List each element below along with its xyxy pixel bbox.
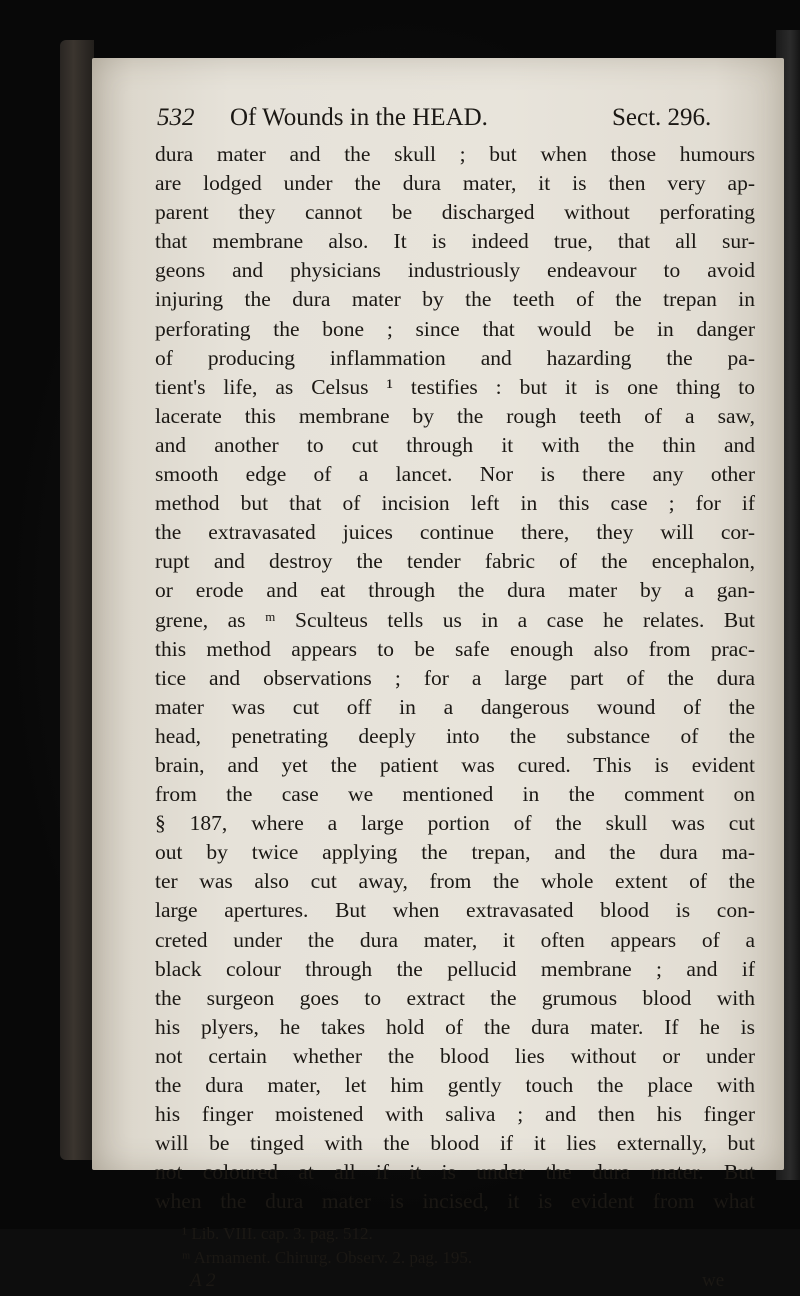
text-line: creted under the dura mater, it often appears of a	[155, 927, 755, 952]
text-line: or erode and eat through the dura mater by a gan-	[155, 578, 755, 603]
footnote: ᵐ Armament. Chirurg. Observ. 2. pag. 195.	[182, 1248, 473, 1268]
text-line: the surgeon goes to extract the grumous blood with	[155, 985, 755, 1010]
section-number: Sect. 296.	[612, 104, 712, 131]
text-line: out by twice applying the trepan, and the dura ma-	[155, 840, 755, 865]
text-line: not coloured at all if it is under the dura mater. But	[155, 1160, 755, 1185]
text-line: ter was also cut away, from the whole extent of the	[155, 869, 755, 894]
text-line: grene, as ᵐ Sculteus tells us in a case he relates. But	[155, 607, 755, 632]
text-line: will be tinged with the blood if it lies externally, but	[155, 1131, 755, 1156]
page-content	[142, 100, 770, 1296]
text-line: black colour through the pellucid membrane ; and if	[155, 956, 755, 981]
text-line: and another to cut through it with the thin and	[155, 432, 755, 457]
text-line: from the case we mentioned in the comment on	[155, 782, 755, 807]
text-line: method but that of incision left in this case ; for if	[155, 491, 755, 516]
text-line: tient's life, as Celsus ¹ testifies : but it is one thing to	[155, 374, 755, 399]
footnotes	[142, 1222, 770, 1270]
text-line: parent they cannot be discharged without perforating	[155, 200, 755, 225]
text-line: when the dura mater is incised, it is evident from what	[155, 1189, 755, 1214]
text-line: the dura mater, let him gently touch the place with	[155, 1073, 755, 1097]
page-number: 532	[157, 104, 195, 131]
text-line: perforating the bone ; since that would be in danger	[155, 316, 755, 341]
running-title: Of Wounds in the HEAD.	[230, 104, 488, 131]
text-line: of producing inflammation and hazarding the pa-	[155, 345, 755, 370]
book-page	[92, 58, 784, 1292]
running-header	[142, 100, 770, 140]
text-line: rupt and destroy the tender fabric of the encephalon,	[155, 549, 755, 574]
book-cover-edge	[60, 40, 94, 1160]
page-foot	[142, 1270, 770, 1296]
signature-mark: A 2	[190, 1270, 216, 1292]
text-line: his finger moistened with saliva ; and then his finger	[155, 1102, 755, 1127]
text-line: injuring the dura mater by the teeth of the trepan in	[155, 287, 755, 312]
text-line: § 187, where a large portion of the skull was cut	[155, 811, 755, 836]
text-line: mater was cut off in a dangerous wound of the	[155, 694, 755, 719]
text-line: large apertures. But when extravasated blood is con-	[155, 898, 755, 923]
catchword: we	[702, 1270, 725, 1292]
text-line: are lodged under the dura mater, it is then very ap-	[155, 171, 755, 196]
text-line: that membrane also. It is indeed true, that all sur-	[155, 229, 755, 254]
text-line: not certain whether the blood lies without or under	[155, 1043, 755, 1068]
text-line: brain, and yet the patient was cured. This is evident	[155, 752, 755, 777]
text-line: smooth edge of a lancet. Nor is there any other	[155, 462, 755, 487]
text-line: geons and physicians industriously endeavour to avoid	[155, 258, 755, 283]
text-line: dura mater and the skull ; but when those humours	[155, 142, 755, 166]
body-text	[142, 140, 770, 1216]
text-line: head, penetrating deeply into the substance of the	[155, 723, 755, 748]
footnote: ¹ Lib. VIII. cap. 3. pag. 512.	[182, 1224, 373, 1244]
text-line: lacerate this membrane by the rough teeth of a saw,	[155, 403, 755, 428]
text-line: his plyers, he takes hold of the dura mater. If he is	[155, 1014, 755, 1039]
text-line: the extravasated juices continue there, they will cor-	[155, 520, 755, 545]
text-line: this method appears to be safe enough also from prac-	[155, 636, 755, 661]
text-line: tice and observations ; for a large part of the dura	[155, 665, 755, 690]
